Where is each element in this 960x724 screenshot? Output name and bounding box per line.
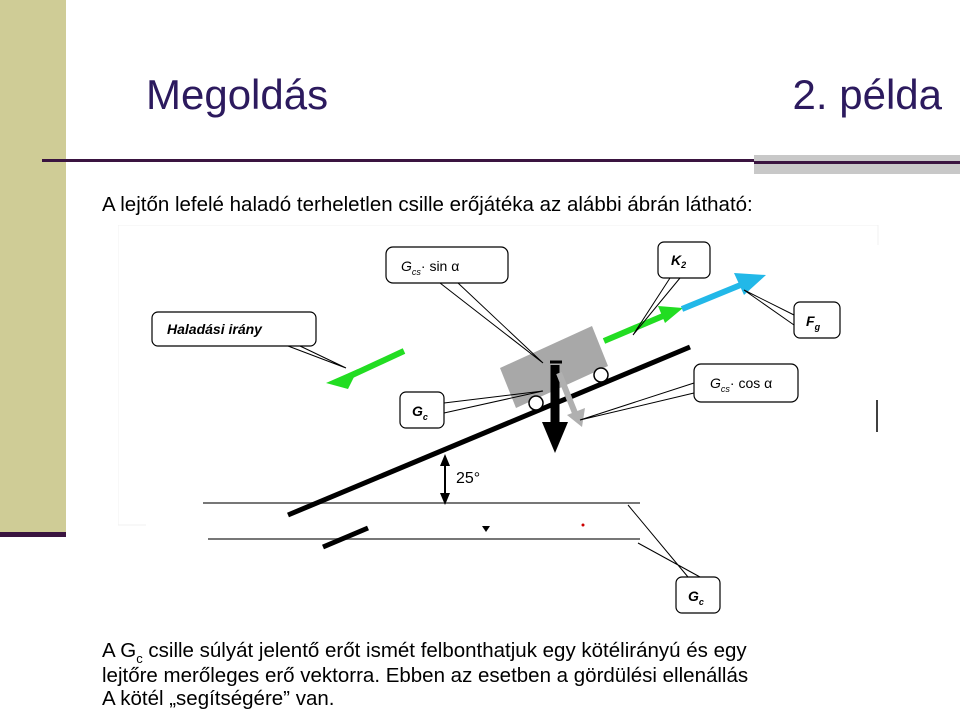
decorative-side-band [0,0,66,535]
explanation-line-3: A kötél „segítségére” van. [102,687,335,710]
force-diagram [118,225,908,629]
explanation-text [102,639,952,710]
callout-cos-text: $G_{cs}\cdot \cos \alpha$ [710,375,773,394]
cart-wheel-left [529,396,543,410]
side-band-underline [0,532,66,537]
callout-gc-lower-text: $G_c$ [688,588,704,607]
angle-label: 25° [456,470,481,487]
callout-sin-text: $G_{cs}\cdot \sin \alpha$ [401,258,460,277]
example-label: 2. példa [792,71,942,118]
title-divider-accent-line [754,161,960,164]
explanation-line-1-rest: csille súlyát jelentő erőt ismét felbonthatjuk egy kötélirányú és egy [142,639,747,662]
explanation-line-1 [102,639,952,664]
intro-text: A lejtőn lefelé haladó terheletlen csille erőjátéka az alábbi ábrán látható: [102,193,753,216]
slide-title: Megoldás [146,71,329,118]
title-divider-accent [754,155,960,174]
callout-fg-text: $F_g$ [806,313,821,332]
callout-k2-text: $K_2$ [671,252,687,270]
title-divider [42,159,756,162]
diagram-background-lower [146,245,908,629]
explanation-line-2: lejtőre merőleges erő vektorra. Ebben az esetben a gördülési ellenállás [102,664,749,687]
cart-wheel-right [594,368,608,382]
small-dot-mark [582,524,585,527]
callout-gc-upper-text: $G_c$ [412,403,428,422]
callout-direction-text: Haladási irány [167,321,262,337]
callout-fg [794,302,840,338]
explanation-line-1-subscript: c [136,651,143,666]
explanation-line-1-start: A G [102,639,137,662]
